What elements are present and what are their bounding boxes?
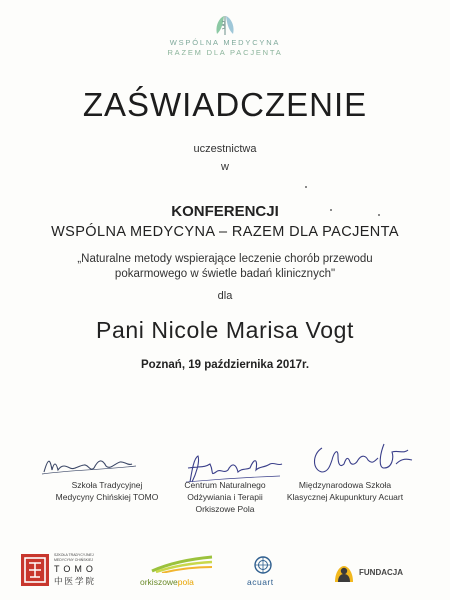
subtitle-line2: w [221, 161, 229, 173]
header-logo-line1: WSPÓLNA MEDYCYNA [169, 38, 281, 47]
tomo-small-line1: SZKOŁA TRADYCYJNEJ [54, 553, 94, 557]
caduceus-leaf-icon [213, 14, 237, 36]
scan-speck [378, 214, 380, 216]
tomo-name: TOMO [54, 564, 97, 574]
fundacja-logo [332, 560, 412, 588]
signature-acuart [308, 438, 420, 478]
signature-tomo [40, 448, 140, 480]
signatory-tomo-line1: Szkoła Tradycyjnej [71, 480, 143, 490]
acuart-text: acuart [247, 577, 274, 587]
header-logo-line2: RAZEM DLA PACJENTA [167, 48, 283, 57]
tomo-seal-icon [20, 553, 50, 587]
for-label: dla [217, 290, 233, 302]
signatory-orkiszowe-line1: Centrum Naturalnego [184, 480, 266, 490]
tomo-small-line2: MEDYCYNY CHIŃSKIEJ [54, 558, 94, 562]
talk-title-line2: pokarmowego w świetle badań klinicznych" [114, 268, 336, 280]
acuart-logo [244, 555, 284, 589]
header-logo [150, 14, 300, 62]
fundacja-text: FUNDACJA [359, 568, 403, 577]
talk-title-line1: „Naturalne metody wspierające leczenie chorób przewodu [77, 253, 373, 265]
signatory-orkiszowe-line2: Odżywiania i Terapii [187, 492, 263, 502]
certificate-title: ZAŚWIADCZENIE [82, 86, 368, 123]
scan-speck [305, 186, 307, 188]
conference-label: KONFERENCJI [171, 203, 279, 220]
tomo-logo [20, 553, 150, 587]
pola-text: pola [177, 577, 194, 587]
subtitle-line1: uczestnictwa [193, 143, 257, 155]
tomo-chinese: 中医学院 [54, 576, 97, 586]
conference-name: WSPÓLNA MEDYCYNA – RAZEM DLA PACJENTA [51, 224, 399, 240]
signatory-acuart [270, 479, 420, 503]
signatory-orkiszowe-line3: Orkiszowe Pola [195, 504, 255, 514]
orkiszowe-pola-logo [140, 555, 220, 589]
signatory-tomo-line2: Medycyny Chińskiej TOMO [55, 492, 159, 502]
recipient-name: Pani Nicole Marisa Vogt [96, 317, 354, 343]
signatory-acuart-line2: Klasycznej Akupunktury Acuart [286, 492, 404, 502]
orkiszowe-pola-text [140, 577, 194, 587]
fundacja-emblem-icon [332, 562, 356, 584]
orkiszowe-text: orkiszowe [140, 577, 178, 587]
place-date: Poznań, 19 października 2017r. [140, 359, 310, 371]
acuart-emblem-icon [254, 555, 272, 575]
signatory-acuart-line1: Międzynarodowa Szkoła [298, 480, 392, 490]
field-stripes-icon [150, 555, 214, 573]
scan-speck [330, 209, 332, 211]
